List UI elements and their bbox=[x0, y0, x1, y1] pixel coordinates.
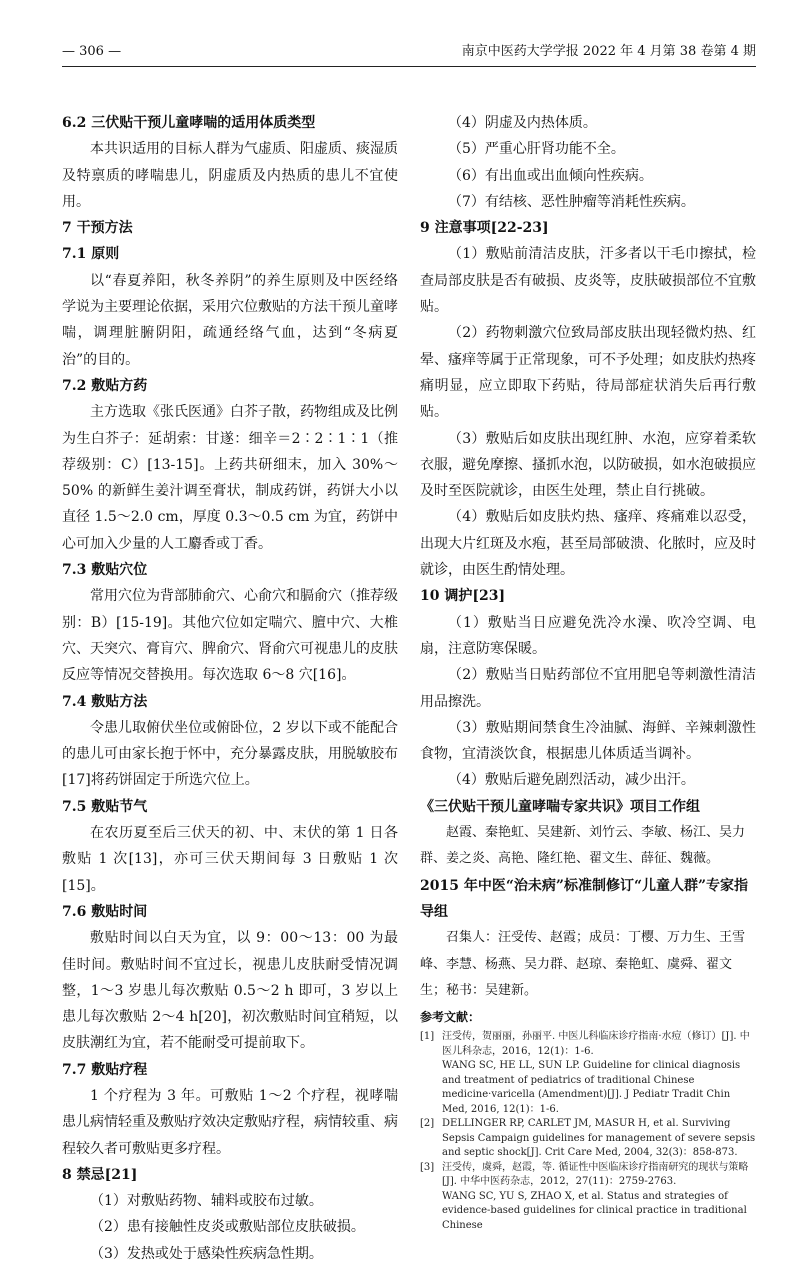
left-p-21: （3）发热或处于感染性疾病急性期。 bbox=[90, 1245, 323, 1262]
left-p-20: （2）患有接触性皮炎或敷贴部位皮肤破损。 bbox=[90, 1219, 365, 1236]
reference-line: WANG SC, YU S, ZHAO X, et al. Status and strategies of evidence-based guidelines for clinical practice in traditional Chinese bbox=[442, 1190, 747, 1231]
right-p-18: 召集人：汪受传、赵霞；成员：丁樱、万力生、王雪峰、李慧、杨燕、吴力群、赵琼、秦艳虹、虞舜、翟文生；秘书：吴建新。 bbox=[420, 930, 746, 998]
right-p-4: （7）有结核、恶性肿瘤等消耗性疾病。 bbox=[448, 193, 695, 210]
left-p-11: 令患儿取俯伏坐位或俯卧位，2 岁以下或不能配合的患儿可由家长抱于怀中，充分暴露皮肤，用脱敏胶布[17]将药饼固定于所选穴位上。 bbox=[62, 719, 398, 789]
left-p-9: 常用穴位为背部肺俞穴、心俞穴和膈俞穴（推荐级别：B）[15-19]。其他穴位如定喘穴、膻中穴、大椎穴、天突穴、膏肓穴、脾俞穴、肾俞穴可视患儿的皮肤反应等情况交替换用。每次选取 6～8 穴[16]。 bbox=[62, 588, 398, 684]
right-p-16: 赵霞、秦艳虹、吴建新、刘竹云、李敏、杨江、吴力群、姜之炎、高艳、隆红艳、翟文生、薛征、魏薇。 bbox=[420, 825, 746, 867]
reference-body bbox=[442, 1161, 756, 1234]
left-p-16: 7.7 敷贴疗程 bbox=[62, 1061, 148, 1078]
left-p-2: 本共识适用的目标人群为气虚质、阳虚质、痰湿质及特禀质的哮喘患儿，阴虚质及内热质的患儿不宜使用。 bbox=[62, 141, 398, 210]
right-p-6: （1）敷贴前清洁皮肤，汗多者以干毛巾擦拭，检查局部皮肤是否有破损、皮炎等，皮肤破损部位不宜敷贴。 bbox=[420, 246, 756, 316]
right-p-15: 《三伏贴干预儿童哮喘专家共识》项目工作组 bbox=[420, 798, 700, 815]
reference-item bbox=[420, 1117, 756, 1161]
left-p-7: 主方选取《张氏医通》白芥子散，药物组成及比例为生白芥子：延胡索：甘遂：细辛＝2∶2∶1∶1（推荐级别：C）[13-15]。上药共研细末，加入 30%～50% 的新鲜生姜汁调至膏状，制成药饼，药饼大小以直径 1.5～2.0 cm，厚度 0.3～0.5 cm 为宜，药饼中心可加入少量的人工麝香或丁香。 bbox=[62, 404, 398, 552]
left-p-10: 7.4 敷贴方法 bbox=[62, 693, 148, 710]
right-column bbox=[420, 110, 756, 1233]
left-p-6: 7.2 敷贴方药 bbox=[62, 377, 148, 394]
reference-line: WANG SC, HE LL, SUN LP. Guideline for clinical diagnosis and treatment of pediatrics of traditional Chinese medicine·varicella (Amendment)[J]. J Pediatr Tradit Chin Med, 2016, 12(1)：1-6. bbox=[442, 1060, 741, 1115]
left-p-18: 8 禁忌[21] bbox=[62, 1166, 138, 1183]
right-p-10: 10 调护[23] bbox=[420, 588, 506, 605]
right-p-19: 参考文献： bbox=[420, 1010, 481, 1025]
reference-body bbox=[442, 1030, 756, 1117]
reference-body bbox=[442, 1117, 756, 1161]
left-p-17: 1 个疗程为 3 年。可敷贴 1～2 个疗程，视哮喘患儿病情轻重及敷贴疗效决定敷贴疗程，病情较重、病程较久者可敷贴更多疗程。 bbox=[62, 1087, 398, 1157]
reference-line: DELLINGER RP, CARLET JM, MASUR H, et al. Surviving Sepsis Campaign guidelines for management of severe sepsis and septic shock[J]. Crit Care Med, 2004, 32(3)：858-873. bbox=[442, 1118, 756, 1159]
right-p-3: （6）有出血或出血倾向性疾病。 bbox=[448, 167, 653, 184]
reference-number: [2] bbox=[420, 1118, 435, 1130]
left-p-4: 7.1 原则 bbox=[62, 246, 120, 263]
right-p-5: 9 注意事项[22-23] bbox=[420, 220, 549, 237]
right-p-1: （4）阴虚及内热体质。 bbox=[448, 115, 597, 131]
journal-name: 南京中医药大学学报 2022 年 4 月第 38 卷第 4 期 bbox=[461, 44, 756, 59]
right-p-9: （4）敷贴后如皮肤灼热、瘙痒、疼痛难以忍受，出现大片红斑及水疱，甚至局部破溃、化脓时，应及时就诊，由医生酌情处理。 bbox=[420, 509, 756, 579]
left-p-12: 7.5 敷贴节气 bbox=[62, 798, 148, 815]
reference-list bbox=[420, 1030, 756, 1233]
page-number: — 306 — bbox=[62, 44, 122, 59]
left-p-13: 在农历夏至后三伏天的初、中、末伏的第 1 日各敷贴 1 次[13]，亦可三伏天期间每 3 日敷贴 1 次[15]。 bbox=[62, 825, 398, 894]
reference-item bbox=[420, 1030, 756, 1117]
page-header bbox=[62, 38, 756, 67]
left-p-8: 7.3 敷贴穴位 bbox=[62, 562, 148, 579]
left-p-14: 7.6 敷贴时间 bbox=[62, 903, 148, 920]
left-p-19: （1）对敷贴药物、辅料或胶布过敏。 bbox=[90, 1193, 323, 1210]
right-p-8: （3）敷贴后如皮肤出现红肿、水泡，应穿着柔软衣服，避免摩擦、搔抓水泡，以防破损，如水泡破损应及时至医院就诊，由医生处理，禁止自行挑破。 bbox=[420, 430, 756, 500]
right-p-17: 2015 年中医“治未病”标准制修订“儿童人群”专家指导组 bbox=[420, 877, 749, 920]
reference-line: 汪受传，贺丽丽，孙丽平. 中医儿科临床诊疗指南·水痘（修订）[J]. 中医儿科杂志，2016，12(1)：1-6. bbox=[442, 1031, 750, 1057]
left-p-5: 以“春夏养阳，秋冬养阴”的养生原则及中医经络学说为主要理论依据，采用穴位敷贴的方法干预儿童哮喘，调理脏腑阴阳，疏通经络气血，达到“冬病夏治”的目的。 bbox=[62, 272, 398, 368]
reference-number: [1] bbox=[420, 1031, 435, 1043]
left-p-3: 7 干预方法 bbox=[62, 220, 133, 237]
right-p-13: （3）敷贴期间禁食生冷油腻、海鲜、辛辣刺激性食物，宜清淡饮食，根据患儿体质适当调补。 bbox=[420, 719, 756, 763]
right-p-14: （4）敷贴后避免剧烈活动，减少出汗。 bbox=[448, 772, 695, 789]
reference-number: [3] bbox=[420, 1161, 435, 1173]
left-p-15: 敷贴时间以白天为宜，以 9：00～13：00 为最佳时间。敷贴时间不宜过长，视患儿皮肤耐受情况调整，1～3 岁患儿每次敷贴 0.5～2 h 即可，3 岁以上患儿每次敷贴 2～4 h[20]，初次敷贴时间宜稍短，以皮肤潮红为宜，若不能耐受可提前取下。 bbox=[62, 930, 398, 1052]
right-p-11: （1）敷贴当日应避免洗冷水澡、吹冷空调、电扇，注意防寒保暖。 bbox=[420, 614, 756, 657]
right-p-7: （2）药物刺激穴位致局部皮肤出现轻微灼热、红晕、瘙痒等属于正常现象，可不予处理；如皮肤灼热疼痛明显，应立即取下药贴，待局部症状消失后再行敷贴。 bbox=[420, 325, 756, 421]
left-p-1: 6.2 三伏贴干预儿童哮喘的适用体质类型 bbox=[62, 115, 316, 131]
reference-line: 汪受传，虞舜，赵霞，等. 循证性中医临床诊疗指南研究的现状与策略[J]. 中华中医药杂志，2012，27(11)：2759-2763. bbox=[442, 1161, 749, 1188]
right-p-12: （2）敷贴当日贴药部位不宜用肥皂等刺激性清洁用品擦洗。 bbox=[420, 667, 756, 710]
reference-item bbox=[420, 1161, 756, 1234]
right-p-2: （5）严重心肝肾功能不全。 bbox=[448, 141, 625, 158]
left-column bbox=[62, 110, 398, 1267]
